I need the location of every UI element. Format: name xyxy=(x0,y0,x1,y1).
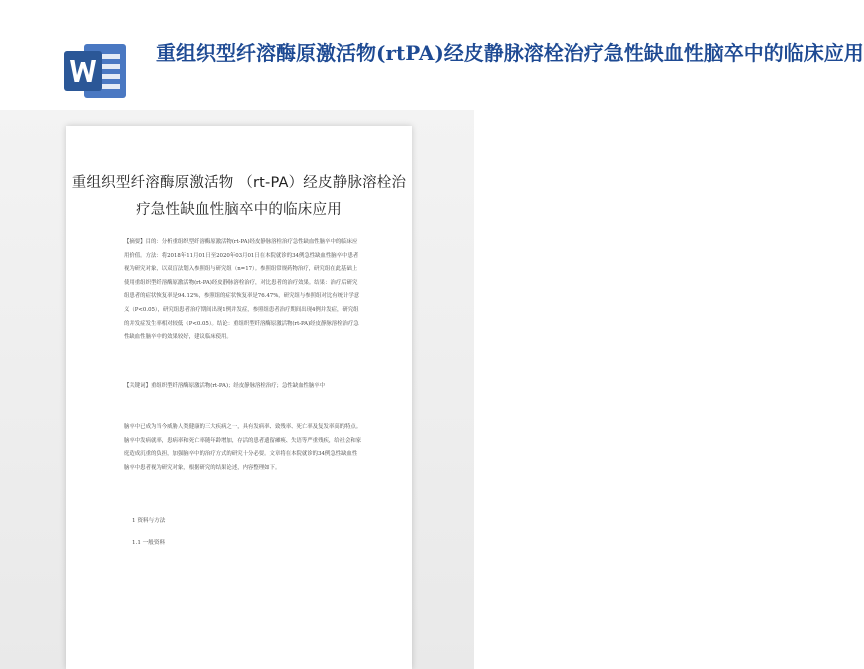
keywords-paragraph: 【关键词】重组织型纤溶酶原激活物(rt-PA)；经皮静脉溶栓治疗；急性缺血性脑卒中 xyxy=(124,383,326,389)
section-heading-1-1: 1.1 一般资料 xyxy=(132,540,166,546)
word-document-icon xyxy=(62,42,128,100)
document-page xyxy=(66,126,412,669)
section-heading-1: 1 资料与方法 xyxy=(132,518,166,524)
abstract-paragraph: 【摘要】目的：分析重组织型纤溶酶原激活物(rt-PA)经皮静脉溶栓治疗急性缺血性脑卒中的临床应用价值。方法：将2018年11月01日至2020年03月01日在本院就诊的34例急性缺血性脑卒中患者视为研究对象，以双盲法划入参照组与研究组（n=17）。参照组常规药物治疗，研究组在此基础上使用重组织型纤溶酶原激活物(rt-PA)经皮静脉溶栓治疗，对比患者的治疗效果。结果：治疗后研究组患者的症状恢复率是94.12%，参照组的症状恢复率是76.47%，研究组与参照组对比有统计学意义（P<0.05），研究组患者治疗期间出现1例并发症，参照组患者治疗期间出现4例并发症，研究组的并发症发生率相对较低（P<0.05）。结论：重组织型纤溶酶原激活物(rt-PA)经皮静脉溶栓治疗急性缺血性脑卒中的效果较好，建议临床使用。 xyxy=(124,239,360,341)
header-banner xyxy=(0,0,864,110)
document-title: 重组织型纤溶酶原激活物 （rt-PA）经皮静脉溶栓治疗急性缺血性脑卒中的临床应用 xyxy=(71,175,407,218)
header-title: 重组织型纤溶酶原激活物(rtPA)经皮静脉溶栓治疗急性缺血性脑卒中的临床应用 xyxy=(156,41,864,65)
intro-paragraph: 脑卒中已成为当今威胁人类健康的三大疾病之一，具有发病率、致残率、死亡率及复发率高的特点。脑卒中发病就率，患病率和死亡率随年龄增加，存活的患者遗留瘫痪、失语等严重残疾，给社会和家庭造成沉重的负担，加强脑卒中的治疗方式的研究十分必要。文章将在本院就诊的34例急性缺血性脑卒中患者视为研究对象，根据研究的结果论述，内容整理如下。 xyxy=(124,424,362,471)
